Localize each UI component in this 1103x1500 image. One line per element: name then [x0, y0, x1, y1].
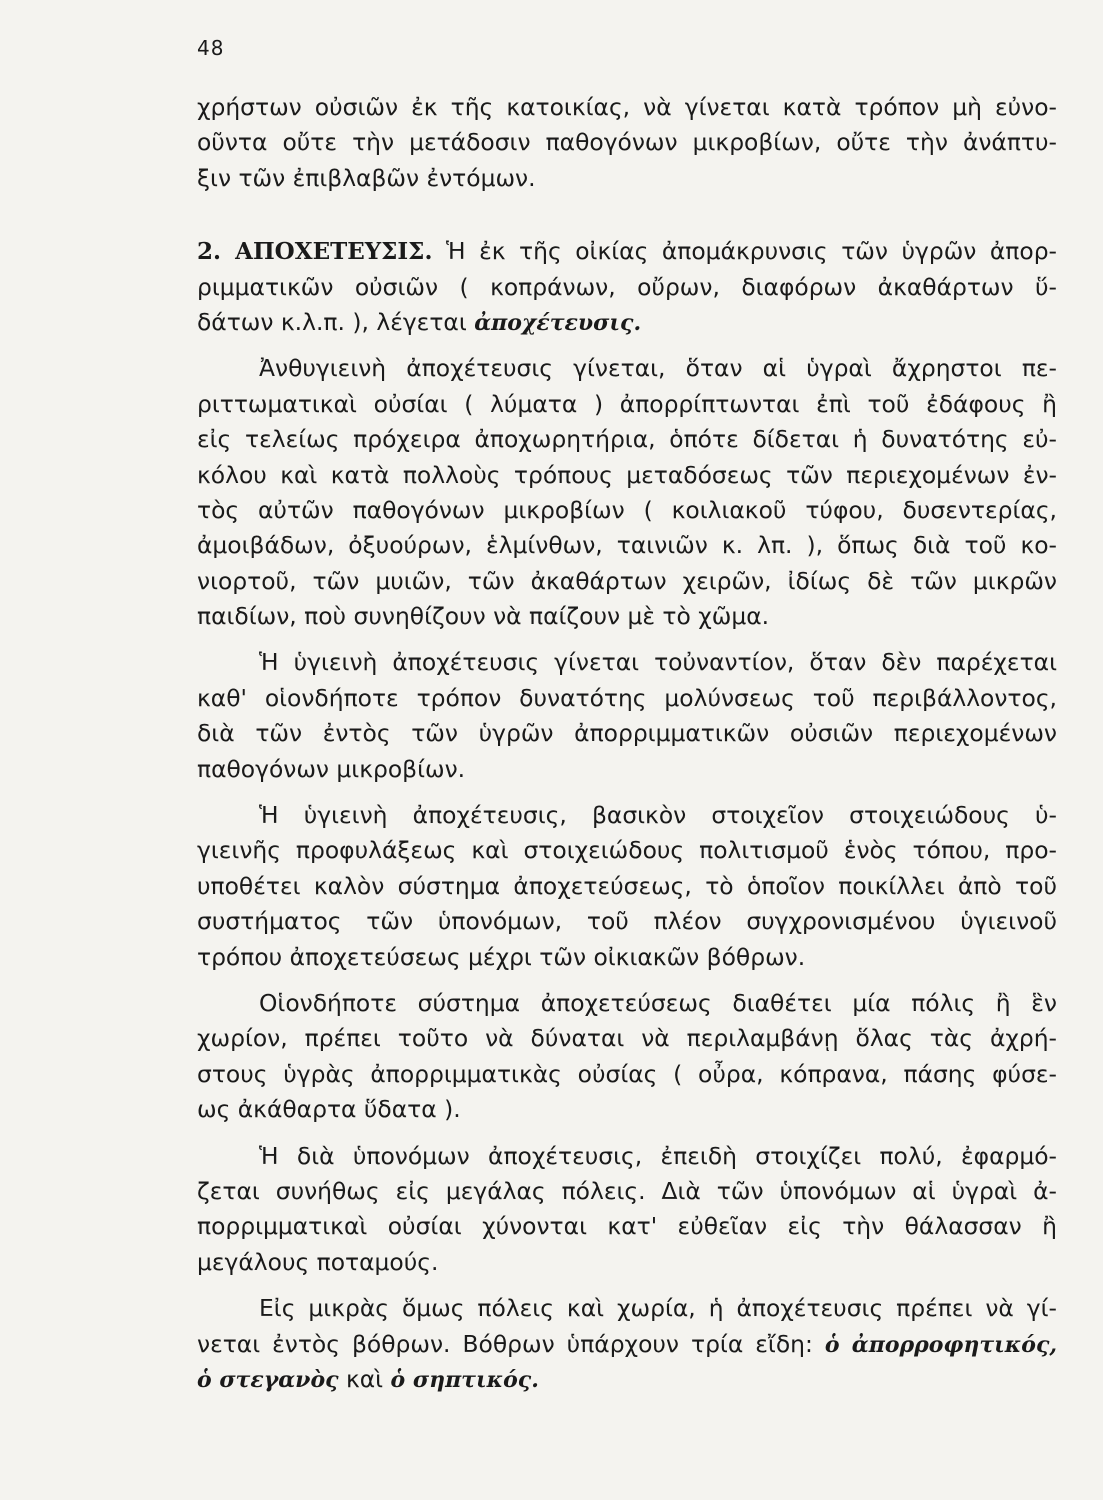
section-text: Ἡ ἐκ τῆς οἰκίας ἀπομάκρυνσις τῶν ὑγρῶν ἀπορ- [446, 237, 1057, 266]
text-line: παιδίων, ποὺ συνηθίζουν νὰ παίζουν μὲ τὸ χῶμα. [197, 602, 770, 631]
final-text: νεται ἐντὸς βόθρων. Βόθρων ὑπάρχουν τρία εἴδη: [197, 1329, 813, 1358]
text-line: εἰς τελείως πρόχειρα ἀποχωρητήρια, ὁπότε δίδεται ἡ δυνατότης εὐ- [197, 425, 1057, 454]
text-line: Ἀνθυγιεινὴ ἀποχέτευσις γίνεται, ὅταν αἱ ὑγραὶ ἄχρηστοι πε- [259, 354, 1057, 383]
text-line: ριμματικῶν οὐσιῶν ( κοπράνων, οὔρων, διαφόρων ἀκαθάρτων ὕ- [197, 272, 1057, 301]
section-paragraph [197, 234, 1057, 340]
text-line: Οἱονδήποτε σύστημα ἀποχετεύσεως διαθέτει μία πόλις ἢ ἓν [259, 988, 1057, 1017]
text-line: ριττωματικαὶ οὐσίαι ( λύματα ) ἀπορρίπτωνται ἐπὶ τοῦ ἐδάφους ἢ [197, 389, 1057, 418]
paragraph-unhygienic [197, 351, 1057, 634]
text-line: Ἡ ὑγιεινὴ ἀποχέτευσις, βασικὸν στοιχεῖον στοιχειώδους ὑ- [259, 801, 1057, 830]
text-line: χρήστων οὐσιῶν ἐκ τῆς κατοικίας, νὰ γίνεται κατὰ τρόπον μὴ εὐνο- [197, 93, 1057, 121]
paragraph-cesspits [197, 1291, 1057, 1397]
defined-term: ἀποχέτευσις. [474, 309, 642, 336]
paragraph-any-system [197, 986, 1057, 1128]
text-line: Ἡ ὑγιεινὴ ἀποχέτευσις γίνεται τοὐναντίον, ὅταν δὲν παρέχεται [259, 648, 1057, 677]
paragraph-basic-element [197, 798, 1057, 975]
paragraph-sewers [197, 1139, 1057, 1281]
section-heading: 2. ΑΠΟΧΕΤΕΥΣΙΣ. [197, 238, 433, 266]
text-line: Ἡ διὰ ὑπονόμων ἀποχέτευσις, ἐπειδὴ στοιχίζει πολύ, ἐφαρμό- [259, 1141, 1057, 1170]
page-number: 48 [197, 36, 225, 60]
final-text: καὶ [345, 1364, 384, 1393]
intro-paragraph [197, 90, 1057, 196]
defined-term: ὁ στεγανὸς [197, 1366, 339, 1393]
defined-term: ὁ ἀπορροφητικός, [824, 1331, 1057, 1358]
defined-term: ὁ σηπτικός. [390, 1366, 539, 1393]
text-line: καθ' οἱονδήποτε τρόπον δυνατότης μολύνσεως τοῦ περιβάλλοντος, [197, 683, 1057, 712]
text-line: κόλου καὶ κατὰ πολλοὺς τρόπους μεταδόσεως τῶν περιεχομένων ἐν- [197, 460, 1057, 489]
text-line: πορριμματικαὶ οὐσίαι χύνονται κατ' εὐθεῖαν εἰς τὴν θάλασσαν ἢ [197, 1212, 1057, 1241]
text-line: υποθέτει καλὸν σύστημα ἀποχετεύσεως, τὸ ὁποῖον ποικίλλει ἀπὸ τοῦ [197, 871, 1057, 900]
text-line: μεγάλους ποταμούς. [197, 1247, 439, 1276]
text-line: στους ὑγρὰς ἀπορριμματικὰς οὐσίας ( οὖρα, κόπρανα, πάσης φύσε- [197, 1059, 1057, 1088]
text-line: νιορτοῦ, τῶν μυιῶν, τῶν ἀκαθάρτων χειρῶν, ἰδίως δὲ τῶν μικρῶν [197, 566, 1057, 595]
section-text: δάτων κ.λ.π. ), λέγεται [197, 307, 467, 336]
text-line: τρόπου ἀποχετεύσεως μέχρι τῶν οἰκιακῶν βόθρων. [197, 942, 806, 971]
paragraph-hygienic [197, 645, 1057, 787]
text-line: γιεινῆς προφυλάξεως καὶ στοιχειώδους πολιτισμοῦ ἑνὸς τόπου, προ- [197, 836, 1057, 865]
text-line: Εἰς μικρὰς ὅμως πόλεις καὶ χωρία, ἡ ἀποχέτευσις πρέπει νὰ γί- [259, 1294, 1057, 1323]
text-line: τὸς αὐτῶν παθογόνων μικροβίων ( κοιλιακοῦ τύφου, δυσεντερίας, [197, 495, 1057, 524]
text-line: χωρίον, πρέπει τοῦτο νὰ δύναται νὰ περιλαμβάνῃ ὅλας τὰς ἀχρή- [197, 1024, 1057, 1053]
text-line [197, 234, 1057, 269]
text-line [197, 1327, 1057, 1362]
text-line [197, 1362, 1057, 1397]
text-line [197, 305, 1057, 340]
text-line: διὰ τῶν ἐντὸς τῶν ὑγρῶν ἀπορριμματικῶν οὐσιῶν περιεχομένων [197, 719, 1057, 748]
text-line: ξιν τῶν ἐπιβλαβῶν ἐντόμων. [197, 163, 536, 192]
text-line: ζεται συνήθως εἰς μεγάλας πόλεις. Διὰ τῶν ὑπονόμων αἱ ὑγραὶ ἀ- [197, 1176, 1057, 1205]
text-line: ως ἀκάθαρτα ὕδατα ). [197, 1095, 461, 1124]
text-line: συστήματος τῶν ὑπονόμων, τοῦ πλέον συγχρονισμένου ὑγιεινοῦ [197, 907, 1057, 936]
text-line: οῦντα οὔτε τὴν μετάδοσιν παθογόνων μικροβίων, οὔτε τὴν ἀνάπτυ- [197, 128, 1057, 157]
text-line: παθογόνων μικροβίων. [197, 754, 466, 783]
page-body [197, 90, 1057, 1397]
text-line: ἀμοιβάδων, ὀξυούρων, ἑλμίνθων, ταινιῶν κ. λπ. ), ὅπως διὰ τοῦ κο- [197, 531, 1057, 560]
